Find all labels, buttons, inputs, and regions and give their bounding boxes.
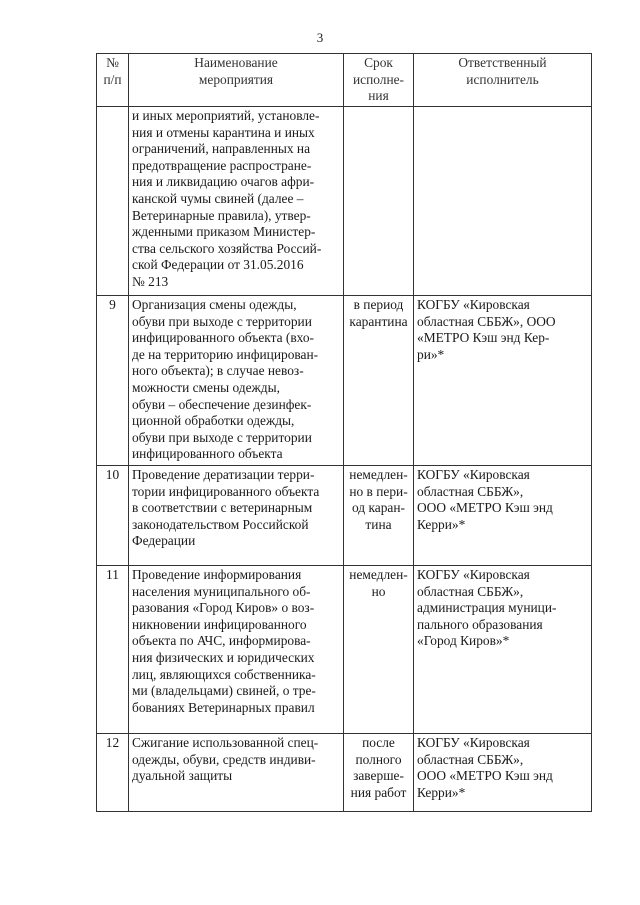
row-term: после полного заверше- ния работ bbox=[344, 734, 414, 812]
table-row bbox=[97, 734, 592, 812]
row-responsible bbox=[414, 107, 592, 296]
table-row bbox=[97, 566, 592, 734]
row-number: 10 bbox=[97, 466, 129, 566]
row-number: 12 bbox=[97, 734, 129, 812]
header-name: Наименование мероприятия bbox=[129, 54, 344, 107]
table-row bbox=[97, 107, 592, 296]
row-responsible: КОГБУ «Кировская областная СББЖ», администрация муници- пального образования «Город Киров»* bbox=[414, 566, 592, 734]
page-number: 3 bbox=[316, 30, 324, 45]
row-responsible: КОГБУ «Кировская областная СББЖ», ООО «МЕТРО Кэш энд Кер- ри»* bbox=[414, 296, 592, 466]
header-responsible: Ответственный исполнитель bbox=[414, 54, 592, 107]
table-row bbox=[97, 466, 592, 566]
header-num: № п/п bbox=[97, 54, 129, 107]
table-row bbox=[97, 296, 592, 466]
row-measure-name: и иных мероприятий, установле- ния и отмены карантина и иных ограничений, направленных на предотвращение распростране- ния и ликвидацию очагов афри- канской чумы свиней (далее – Ветеринарные правила), утвер- жденными приказом Министер- ства сельского хозяйства Россий- ской Федерации от 31.05.2016 № 213 bbox=[129, 107, 344, 296]
row-number: 11 bbox=[97, 566, 129, 734]
row-measure-name: Сжигание использованной спец- одежды, обуви, средств индиви- дуальной защиты bbox=[129, 734, 344, 812]
row-term: в период карантина bbox=[344, 296, 414, 466]
row-measure-name: Проведение информирования населения муниципального об- разования «Город Киров» о воз- никновении инфицированного объекта по АЧС, информирова- ния физических и юридических лиц, являющихся собственника- ми (владельцами) свиней, о тре- бованиях Ветеринарных правил bbox=[129, 566, 344, 734]
row-measure-name: Организация смены одежды, обуви при выходе с территории инфицированного объекта (вхо- де на территорию инфицирован- ного объекта); в случае невоз- можности смены одежды, обуви – обеспечение дезинфек- ционной обработки одежды, обуви при выходе с территории инфицированного объекта bbox=[129, 296, 344, 466]
row-measure-name: Проведение дератизации терри- тории инфицированного объекта в соответствии с ветеринарным законодательством Российской Федерации bbox=[129, 466, 344, 566]
row-number bbox=[97, 107, 129, 296]
row-term: немедлен- но bbox=[344, 566, 414, 734]
table-header-row bbox=[97, 54, 592, 107]
row-term bbox=[344, 107, 414, 296]
row-number: 9 bbox=[97, 296, 129, 466]
header-term: Срок исполне- ния bbox=[344, 54, 414, 107]
measures-table bbox=[96, 53, 592, 812]
row-responsible: КОГБУ «Кировская областная СББЖ», ООО «МЕТРО Кэш энд Керри»* bbox=[414, 734, 592, 812]
row-responsible: КОГБУ «Кировская областная СББЖ», ООО «МЕТРО Кэш энд Керри»* bbox=[414, 466, 592, 566]
row-term: немедлен- но в пери- од каран- тина bbox=[344, 466, 414, 566]
